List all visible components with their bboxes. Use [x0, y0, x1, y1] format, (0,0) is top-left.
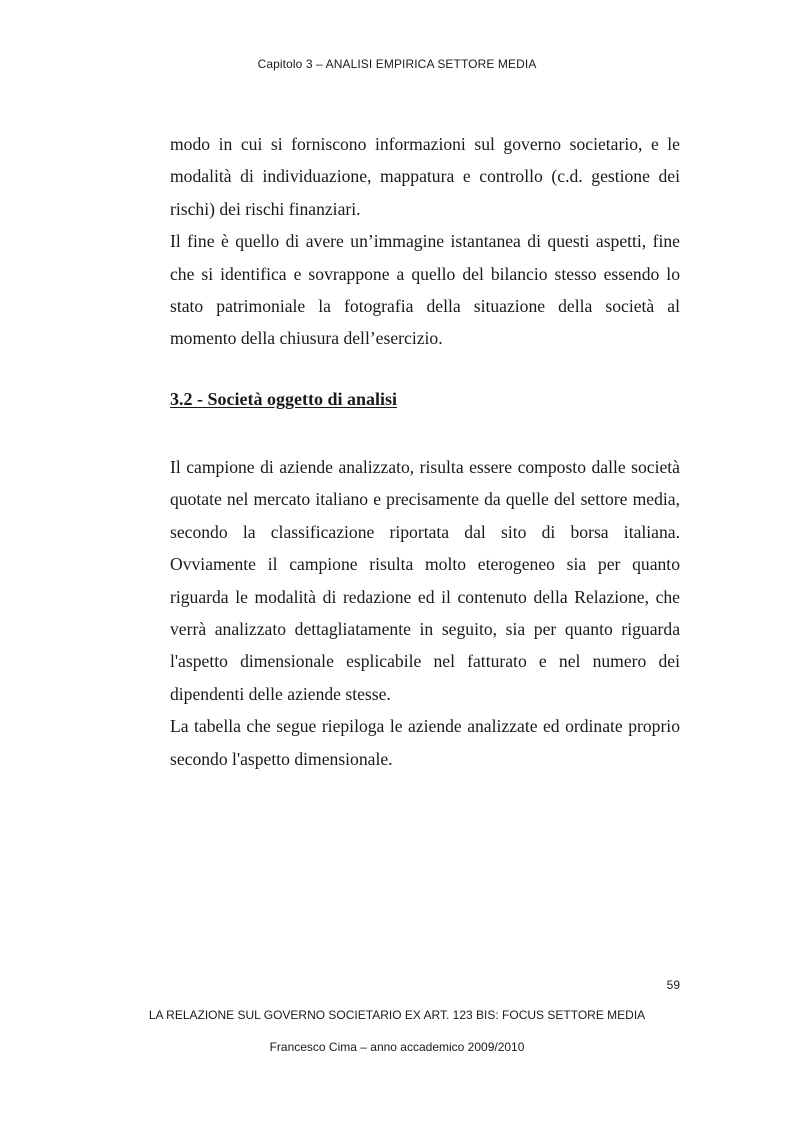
section-text-block: [170, 451, 680, 775]
page-number: 59: [666, 978, 680, 992]
running-header: Capitolo 3 – ANALISI EMPIRICA SETTORE MEDIA: [257, 57, 537, 71]
footer-author-line: Francesco Cima – anno accademico 2009/2010: [269, 1040, 525, 1054]
footer-document-title: LA RELAZIONE SUL GOVERNO SOCIETARIO EX ART. 123 BIS: FOCUS SETTORE MEDIA: [148, 1008, 646, 1022]
paragraph: Il campione di aziende analizzato, risulta essere composto dalle società quotate nel mercato italiano e precisamente da quelle del settore media, secondo la classificazione riportata dal sito di borsa italiana. Ovviamente il campione risulta molto eterogeneo sia per quanto riguarda le modalità di redazione ed il contenuto della Relazione, che verrà analizzato dettagliatamente in seguito, sia per quanto riguarda l'aspetto dimensionale esplicabile nel fatturato e nel numero dei dipendenti delle aziende stesse.: [170, 457, 680, 704]
section-heading: 3.2 - Società oggetto di analisi: [170, 389, 397, 409]
intro-text-block: [170, 128, 680, 355]
paragraph: La tabella che segue riepiloga le aziende analizzate ed ordinate proprio secondo l'aspetto dimensionale.: [170, 716, 680, 769]
paragraph: modo in cui si forniscono informazioni sul governo societario, e le modalità di individuazione, mappatura e controllo (c.d. gestione dei rischi) dei rischi finanziari.: [170, 134, 680, 219]
paragraph: Il fine è quello di avere un’immagine istantanea di questi aspetti, fine che si identifica e sovrappone a quello del bilancio stesso essendo lo stato patrimoniale la fotografia della situazione della società al momento della chiusura dell’esercizio.: [170, 231, 680, 349]
